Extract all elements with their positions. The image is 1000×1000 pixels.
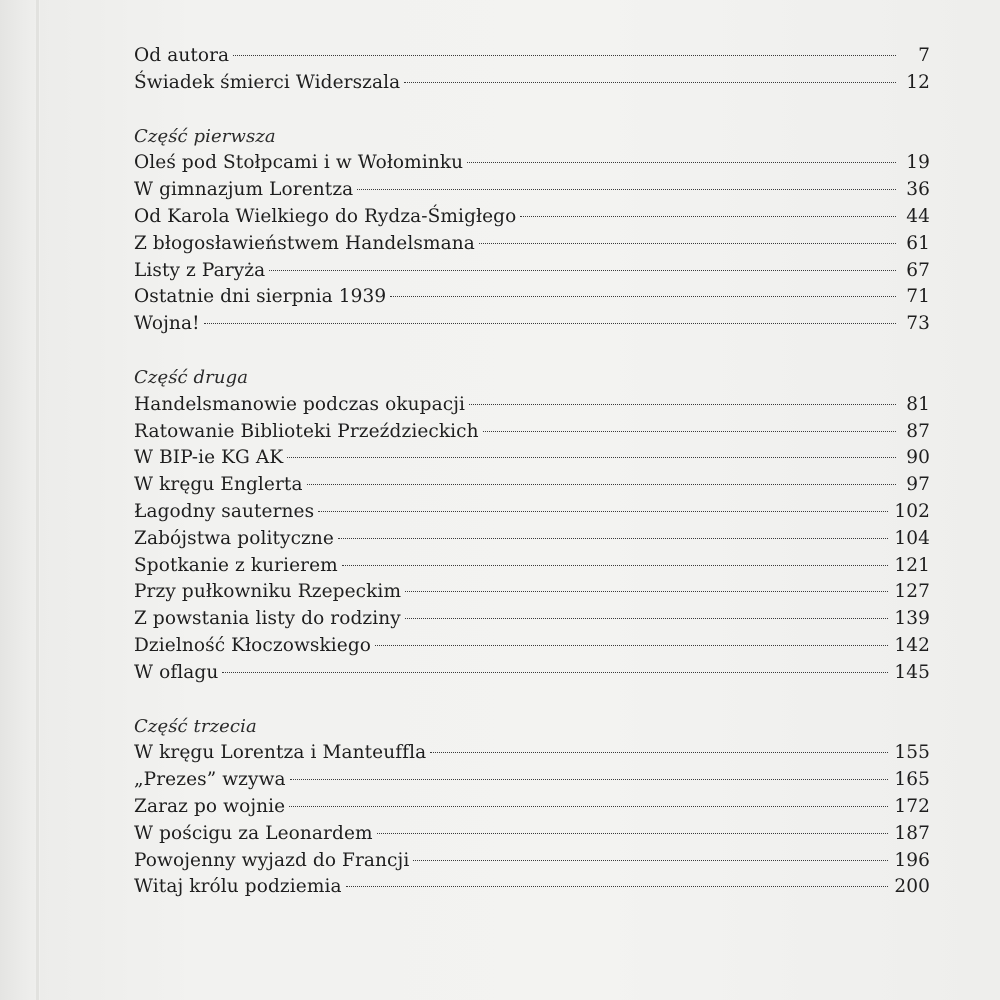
dot-leader (390, 296, 896, 297)
toc-entry-title: Świadek śmierci Widerszala (134, 71, 401, 93)
toc-entry-title: Od Karola Wielkiego do Rydza-Śmigłego (134, 205, 517, 227)
dot-leader (233, 55, 896, 56)
toc-entry-title: Łagodny sauternes (134, 500, 315, 522)
dot-leader (520, 216, 896, 217)
section-gap (134, 338, 930, 365)
dot-leader (269, 270, 896, 271)
toc-entry-title: Z powstania listy do rodziny (134, 608, 401, 630)
dot-leader (479, 243, 896, 244)
toc-entry-title: Witaj królu podziemia (134, 876, 342, 898)
toc-entry (134, 204, 930, 231)
dot-leader (377, 833, 889, 834)
toc-entry-page: 36 (906, 179, 930, 201)
toc-entry-page: 104 (894, 527, 930, 549)
toc-entry-title: W pościgu za Leonardem (134, 822, 373, 844)
toc-entry-page: 127 (894, 581, 930, 603)
dot-leader (467, 162, 896, 163)
dot-leader (318, 511, 888, 512)
toc-entry-page: 87 (906, 420, 930, 442)
toc-entry-page: 97 (906, 474, 930, 496)
dot-leader (290, 779, 889, 780)
dot-leader (346, 886, 889, 887)
toc-entry-page: 139 (894, 608, 930, 630)
dot-leader (483, 431, 896, 432)
part-heading: Część trzecia (134, 715, 257, 737)
toc-entry-title: W oflagu (134, 661, 219, 683)
toc-entry (134, 284, 930, 311)
toc-entry-title: Powojenny wyjazd do Francji (134, 849, 410, 871)
facing-page-edge (0, 0, 40, 1000)
toc-entry (134, 794, 930, 821)
toc-entry (134, 740, 930, 767)
toc-entry (134, 874, 930, 901)
toc-entry-page: 61 (906, 232, 930, 254)
toc-entry-title: Listy z Paryża (134, 259, 266, 281)
toc-entry-page: 187 (894, 822, 930, 844)
toc-entry-page: 90 (906, 447, 930, 469)
toc-entry-page: 155 (894, 742, 930, 764)
table-of-contents (134, 43, 930, 901)
toc-entry-page: 172 (894, 795, 930, 817)
toc-entry-title: Z błogosławieństwem Handelsmana (134, 232, 475, 254)
toc-entry (134, 526, 930, 553)
part-heading: Część druga (134, 366, 249, 388)
toc-entry (134, 499, 930, 526)
toc-entry-title: W gimnazjum Lorentza (134, 179, 354, 201)
dot-leader (413, 860, 888, 861)
dot-leader (405, 591, 888, 592)
toc-entry-page: 19 (906, 152, 930, 174)
toc-entry (134, 258, 930, 285)
toc-entry-title: W kręgu Lorentza i Manteuffla (134, 742, 427, 764)
toc-entry-page: 200 (894, 876, 930, 898)
dot-leader (430, 752, 888, 753)
toc-entry (134, 767, 930, 794)
toc-entry-title: Ostatnie dni sierpnia 1939 (134, 286, 387, 308)
dot-leader (307, 484, 896, 485)
toc-entry (134, 633, 930, 660)
toc-entry (134, 445, 930, 472)
toc-entry-page: 121 (894, 554, 930, 576)
toc-entry (134, 848, 930, 875)
toc-entry-title: W kręgu Englerta (134, 474, 303, 496)
toc-entry (134, 150, 930, 177)
toc-entry-page: 7 (918, 45, 930, 66)
dot-leader (469, 404, 896, 405)
toc-entry-title: Dzielność Kłoczowskiego (134, 634, 372, 656)
toc-entry-page: 196 (894, 849, 930, 871)
dot-leader (222, 672, 888, 673)
toc-entry (134, 392, 930, 419)
section-gap (134, 97, 930, 124)
toc-entry-page: 165 (894, 769, 930, 791)
toc-entry-page: 142 (894, 634, 930, 656)
toc-entry (134, 606, 930, 633)
toc-entry (134, 177, 930, 204)
toc-entry (134, 553, 930, 580)
dot-leader (375, 645, 888, 646)
toc-entry-title: Handelsmanowie podczas okupacji (134, 393, 466, 415)
toc-entry (134, 472, 930, 499)
toc-entry-title: Ratowanie Biblioteki Przeździeckich (134, 420, 479, 442)
dot-leader (338, 538, 888, 539)
toc-entry-page: 12 (906, 71, 930, 93)
toc-entry-title: W BIP-ie KG AK (134, 447, 284, 469)
toc-entry-page: 44 (906, 205, 930, 227)
toc-entry-title: Przy pułkowniku Rzepeckim (134, 581, 402, 603)
toc-entry-page: 73 (906, 313, 930, 335)
dot-leader (404, 82, 896, 83)
toc-entry-page: 71 (906, 286, 930, 308)
dot-leader (289, 806, 888, 807)
toc-entry (134, 70, 930, 97)
dot-leader (287, 457, 896, 458)
toc-entry-title: „Prezes” wzywa (134, 769, 286, 791)
toc-entry (134, 821, 930, 848)
toc-entry-page: 67 (906, 259, 930, 281)
dot-leader (204, 323, 896, 324)
toc-entry-page: 145 (894, 661, 930, 683)
toc-entry-page: 102 (894, 500, 930, 522)
toc-entry (134, 231, 930, 258)
toc-entry-title: Od autora (134, 45, 230, 66)
toc-entry-title: Oleś pod Stołpcami i w Wołominku (134, 152, 464, 174)
section-gap (134, 687, 930, 714)
toc-entry (134, 660, 930, 687)
dot-leader (357, 189, 896, 190)
dot-leader (342, 565, 889, 566)
toc-entry-title: Zaraz po wojnie (134, 795, 286, 817)
toc-entry (134, 579, 930, 606)
toc-entry-title: Spotkanie z kurierem (134, 554, 338, 576)
dot-leader (405, 618, 889, 619)
toc-entry-title: Wojna! (134, 313, 200, 335)
toc-entry-page: 81 (906, 393, 930, 415)
toc-entry (134, 311, 930, 338)
toc-entry (134, 43, 930, 70)
toc-entry-title: Zabójstwa polityczne (134, 527, 334, 549)
gutter-shadow (36, 0, 39, 1000)
part-heading: Część pierwsza (134, 125, 276, 147)
toc-entry (134, 419, 930, 446)
